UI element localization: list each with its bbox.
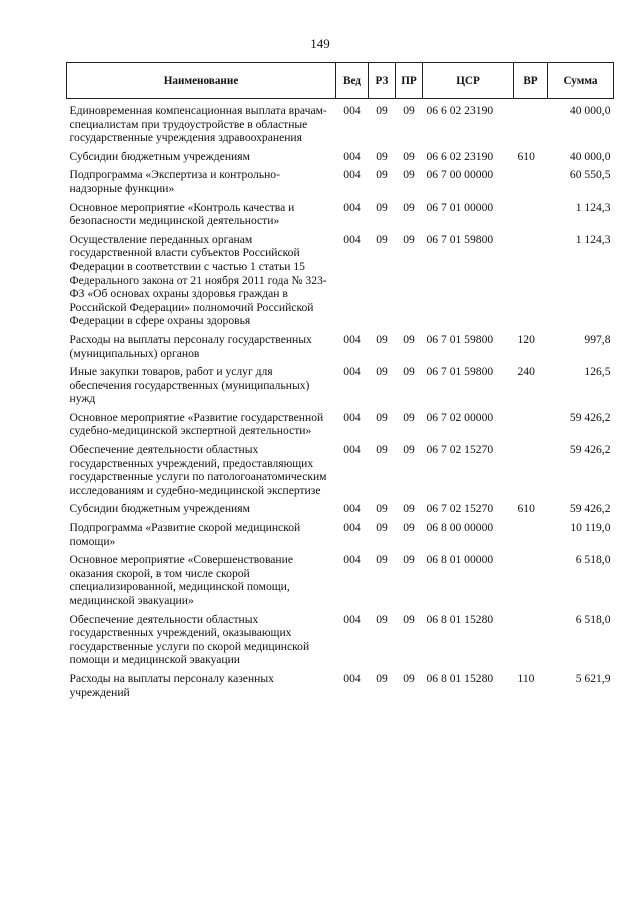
cell-ved: 004 xyxy=(343,232,361,246)
cell-ved: 004 xyxy=(343,502,361,516)
column-header-rz: РЗ xyxy=(369,63,396,99)
cell-name: Подпрограмма «Развитие скорой медицинской помощи» xyxy=(69,521,301,548)
cell-pr: 09 xyxy=(403,104,415,117)
cell-pr: 09 xyxy=(403,443,415,457)
cell-vr xyxy=(514,553,548,612)
cell-rz: 09 xyxy=(376,332,388,346)
table-row xyxy=(67,99,614,150)
cell-ved: 004 xyxy=(343,612,361,626)
table-row xyxy=(67,521,614,553)
cell-name: Обеспечение деятельности областных государственных учреждений, предоставляющих государственные услуги по патологоанатомическим исследованиям и судебно-медицинской экспертизе xyxy=(69,443,327,497)
cell-ved: 004 xyxy=(343,443,361,457)
cell-ved: 004 xyxy=(343,521,361,535)
cell-csr: 06 7 01 59800 xyxy=(426,232,494,246)
table-row xyxy=(67,613,614,672)
cell-vr: 120 xyxy=(517,332,535,346)
cell-sum: 40 000,0 xyxy=(569,149,611,163)
cell-vr xyxy=(514,411,548,443)
cell-vr: 610 xyxy=(517,149,535,163)
column-header-sum: Сумма xyxy=(548,63,614,99)
cell-sum: 6 518,0 xyxy=(575,612,611,626)
cell-rz: 09 xyxy=(376,612,388,626)
cell-ved: 004 xyxy=(343,200,361,214)
cell-vr: 610 xyxy=(517,502,535,516)
cell-rz: 09 xyxy=(376,232,388,246)
column-header-csr: ЦСР xyxy=(423,63,514,99)
cell-csr: 06 7 01 59800 xyxy=(426,332,494,346)
cell-csr: 06 7 02 15270 xyxy=(426,502,494,516)
table-row xyxy=(67,233,614,333)
cell-ved: 004 xyxy=(343,168,361,182)
cell-sum: 997,8 xyxy=(584,332,611,346)
cell-name: Расходы на выплаты персоналу казенных учреждений xyxy=(69,671,274,699)
cell-name: Субсидии бюджетным учреждениям xyxy=(69,502,250,516)
cell-rz: 09 xyxy=(376,200,388,214)
cell-pr: 09 xyxy=(403,232,415,246)
cell-vr: 110 xyxy=(517,671,535,685)
cell-csr: 06 6 02 23190 xyxy=(426,149,494,163)
cell-sum: 5 621,9 xyxy=(575,671,611,685)
table-row xyxy=(67,365,614,411)
cell-csr: 06 6 02 23190 xyxy=(426,104,494,117)
cell-sum: 59 426,2 xyxy=(569,443,611,457)
cell-vr xyxy=(514,99,548,150)
cell-ved: 004 xyxy=(343,332,361,346)
column-header-name: Наименование xyxy=(67,63,336,99)
cell-name: Основное мероприятие «Развитие государственной судебно-медицинской экспертной деятельности» xyxy=(69,410,324,438)
cell-sum: 10 119,0 xyxy=(570,521,611,535)
cell-csr: 06 8 01 15280 xyxy=(426,671,494,685)
table-body xyxy=(67,99,614,705)
table-row xyxy=(67,333,614,365)
cell-name: Осуществление переданных органам государственной власти субъектов Российской Федерации в соответствии с частью 1 статьи 15 Федерального закона от 21 ноября 2011 года № 323-ФЗ «Об основах охраны здоровья граждан в Российской Федерации» полномочий Российской Федерации в сфере охраны здоровья xyxy=(69,232,327,328)
table-header-row xyxy=(67,63,614,99)
cell-csr: 06 7 02 15270 xyxy=(426,443,494,457)
cell-name: Основное мероприятие «Контроль качества и безопасности медицинской деятельности» xyxy=(69,200,295,228)
cell-name: Иные закупки товаров, работ и услуг для обеспечения государственных (муниципальных) нужд xyxy=(69,365,310,406)
cell-csr: 06 7 01 59800 xyxy=(426,365,494,379)
cell-vr xyxy=(514,201,548,233)
cell-ved: 004 xyxy=(343,149,361,163)
cell-csr: 06 8 01 00000 xyxy=(426,553,494,567)
cell-pr: 09 xyxy=(403,149,415,163)
cell-pr: 09 xyxy=(403,521,415,535)
cell-sum: 60 550,5 xyxy=(569,168,611,182)
cell-pr: 09 xyxy=(403,553,415,567)
table-row xyxy=(67,553,614,612)
cell-vr xyxy=(514,233,548,333)
table-row xyxy=(67,411,614,443)
cell-name: Обеспечение деятельности областных государственных учреждений, оказывающих государственные услуги по скорой медицинской помощи и медицинской эвакуации xyxy=(69,612,310,667)
cell-pr: 09 xyxy=(403,365,415,379)
cell-ved: 004 xyxy=(343,410,361,424)
cell-vr xyxy=(514,168,548,200)
cell-sum: 126,5 xyxy=(584,365,611,379)
cell-rz: 09 xyxy=(376,149,388,163)
cell-sum: 59 426,2 xyxy=(569,502,611,516)
cell-rz: 09 xyxy=(376,671,388,685)
page-number: 149 xyxy=(310,36,330,51)
cell-sum: 6 518,0 xyxy=(575,553,611,567)
cell-name: Единовременная компенсационная выплата врачам-специалистам при трудоустройстве в областные государственные учреждения здравоохранения xyxy=(69,104,327,145)
cell-pr: 09 xyxy=(403,502,415,516)
cell-sum: 1 124,3 xyxy=(575,200,611,214)
cell-pr: 09 xyxy=(403,332,415,346)
table-row xyxy=(67,168,614,200)
cell-sum: 59 426,2 xyxy=(569,410,611,424)
cell-csr: 06 8 00 00000 xyxy=(426,521,494,535)
cell-pr: 09 xyxy=(403,612,415,626)
table-row xyxy=(67,201,614,233)
cell-ved: 004 xyxy=(343,553,361,567)
cell-vr xyxy=(514,521,548,553)
cell-rz: 09 xyxy=(376,521,388,535)
cell-rz: 09 xyxy=(376,502,388,516)
cell-ved: 004 xyxy=(343,671,361,685)
cell-ved: 004 xyxy=(343,104,361,117)
column-header-vr: ВР xyxy=(514,63,548,99)
cell-vr xyxy=(514,613,548,672)
table-row xyxy=(67,150,614,169)
cell-csr: 06 7 01 00000 xyxy=(426,200,494,214)
cell-csr: 06 7 00 00000 xyxy=(426,168,494,182)
table-row xyxy=(67,443,614,502)
cell-rz: 09 xyxy=(376,104,388,117)
cell-vr: 240 xyxy=(517,365,535,379)
table-row xyxy=(67,502,614,521)
cell-csr: 06 8 01 15280 xyxy=(426,612,494,626)
cell-pr: 09 xyxy=(403,671,415,685)
cell-sum: 40 000,0 xyxy=(569,104,611,117)
cell-sum: 1 124,3 xyxy=(575,232,611,246)
cell-pr: 09 xyxy=(403,200,415,214)
budget-table xyxy=(66,62,614,704)
cell-rz: 09 xyxy=(376,410,388,424)
table-row xyxy=(67,672,614,704)
cell-rz: 09 xyxy=(376,365,388,379)
cell-name: Расходы на выплаты персоналу государственных (муниципальных) органов xyxy=(69,332,312,360)
cell-ved: 004 xyxy=(343,365,361,379)
column-header-ved: Вед xyxy=(336,63,369,99)
cell-rz: 09 xyxy=(376,168,388,182)
cell-rz: 09 xyxy=(376,443,388,457)
cell-pr: 09 xyxy=(403,168,415,182)
cell-name: Субсидии бюджетным учреждениям xyxy=(69,149,250,163)
column-header-pr: ПР xyxy=(396,63,423,99)
cell-pr: 09 xyxy=(403,410,415,424)
cell-vr xyxy=(514,443,548,502)
cell-rz: 09 xyxy=(376,553,388,567)
cell-name: Подпрограмма «Экспертиза и контрольно-надзорные функции» xyxy=(69,168,280,195)
cell-csr: 06 7 02 00000 xyxy=(426,410,494,424)
cell-name: Основное мероприятие «Совершенствование оказания скорой, в том числе скорой специализированной, медицинской помощи, медицинской эвакуации» xyxy=(69,553,293,607)
